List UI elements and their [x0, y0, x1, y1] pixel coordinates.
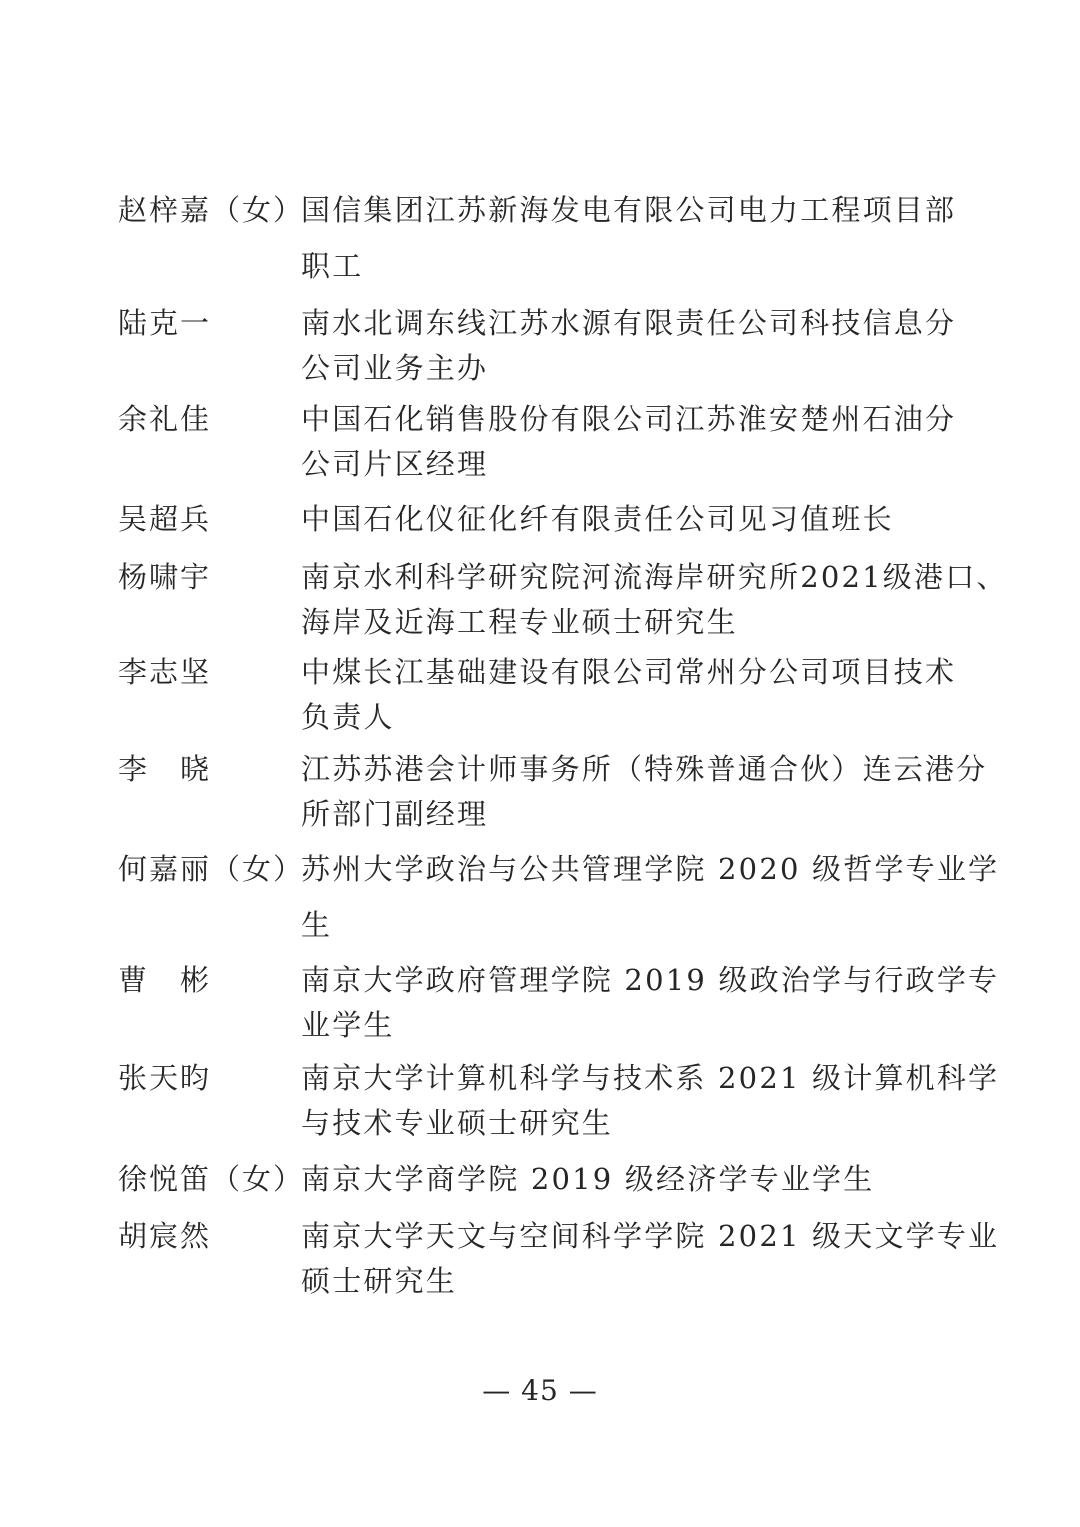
description-line: 负责人 [301, 700, 395, 734]
person-name: 何嘉丽（女） [118, 852, 305, 886]
description-line: 中煤长江基础建设有限公司常州分公司项目技术 [301, 655, 957, 689]
page-number: — 45 — [482, 1374, 598, 1407]
description-line: 职工 [301, 249, 364, 283]
description-line: 南京大学计算机科学与技术系 2021 级计算机科学 [301, 1061, 1000, 1095]
description-line: 中国石化销售股份有限公司江苏淮安楚州石油分 [301, 402, 957, 436]
person-name: 陆克一 [118, 306, 212, 340]
description-line: 南水北调东线江苏水源有限责任公司科技信息分 [301, 306, 957, 340]
person-name: 胡宸然 [118, 1219, 212, 1253]
person-name: 徐悦笛（女） [118, 1162, 305, 1196]
person-name: 曹 彬 [118, 963, 212, 997]
description-line: 国信集团江苏新海发电有限公司电力工程项目部 [301, 193, 957, 227]
description-line: 南京大学商学院 2019 级经济学专业学生 [301, 1162, 875, 1196]
description-line: 生 [301, 908, 333, 942]
description-line: 海岸及近海工程专业硕士研究生 [301, 605, 738, 639]
description-line: 与技术专业硕士研究生 [301, 1106, 614, 1140]
description-line: 苏州大学政治与公共管理学院 2020 级哲学专业学 [301, 852, 1000, 886]
description-line: 江苏苏港会计师事务所（特殊普通合伙）连云港分 [301, 752, 988, 786]
person-name: 吴超兵 [118, 502, 212, 536]
person-name: 张天昀 [118, 1061, 212, 1095]
person-name: 李 晓 [118, 752, 212, 786]
description-line: 南京大学天文与空间科学学院 2021 级天文学专业 [301, 1219, 1000, 1253]
description-line: 公司片区经理 [301, 447, 489, 481]
description-line: 中国石化仪征化纤有限责任公司见习值班长 [301, 502, 894, 536]
description-line: 南京水利科学研究院河流海岸研究所2021级港口、 [301, 560, 1008, 594]
description-line: 公司业务主办 [301, 351, 489, 385]
description-line: 业学生 [301, 1008, 395, 1042]
person-name: 赵梓嘉（女） [118, 193, 305, 227]
person-name: 杨啸宇 [118, 560, 212, 594]
description-line: 所部门副经理 [301, 797, 489, 831]
person-name: 余礼佳 [118, 402, 212, 436]
description-line: 硕士研究生 [301, 1264, 458, 1298]
description-line: 南京大学政府管理学院 2019 级政治学与行政学专 [301, 963, 1000, 997]
person-name: 李志坚 [118, 655, 212, 689]
